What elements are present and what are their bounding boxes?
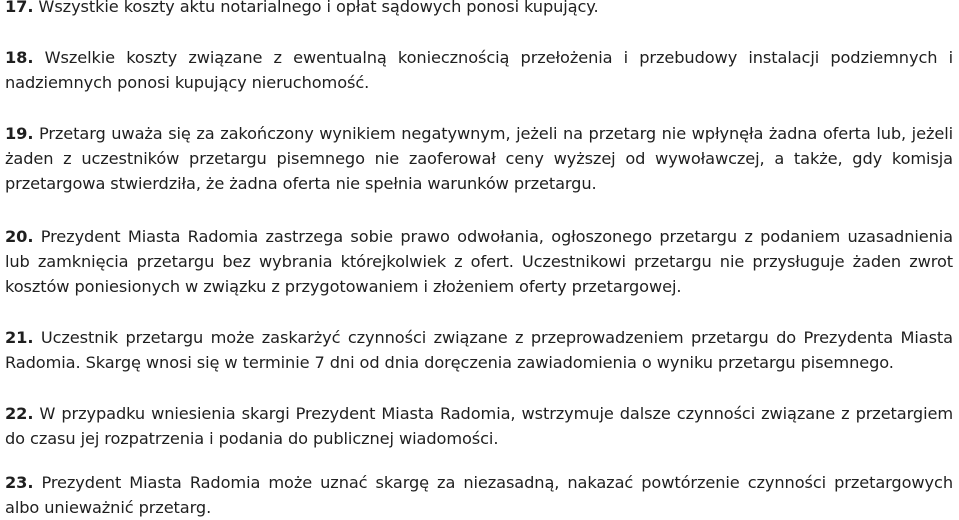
paragraph-number: 22.: [5, 404, 34, 423]
paragraph-text: Wszystkie koszty aktu notarialnego i opłat sądowych ponosi kupujący.: [33, 0, 599, 16]
paragraph-17: [5, 0, 953, 19]
paragraph-23: [5, 470, 953, 520]
paragraph-number: 17.: [5, 0, 34, 16]
paragraph-number: 21.: [5, 328, 34, 347]
paragraph-21: [5, 325, 953, 375]
paragraph-number: 18.: [5, 48, 34, 67]
paragraph-18: [5, 45, 953, 95]
paragraph-20: [5, 224, 953, 299]
paragraph-19: [5, 121, 953, 196]
paragraph-22: [5, 401, 953, 451]
paragraph-text: Przetarg uważa się za zakończony wynikiem negatywnym, jeżeli na przetarg nie wpłynęła żadna oferta lub, jeżeli żaden z uczestników przetargu pisemnego nie zaoferował ceny wyższej od wywoławczej, a także, gdy komisja przetargowa stwierdziła, że żadna oferta nie spełnia warunków przetargu.: [5, 124, 953, 193]
paragraph-number: 20.: [5, 227, 34, 246]
paragraph-text: Prezydent Miasta Radomia może uznać skargę za niezasadną, nakazać powtórzenie czynności przetargowych albo unieważnić przetarg.: [5, 473, 953, 517]
paragraph-text: Uczestnik przetargu może zaskarżyć czynności związane z przeprowadzeniem przetargu do Prezydenta Miasta Radomia. Skargę wnosi się w terminie 7 dni od dnia doręczenia zawiadomienia o wyniku przetargu pisemnego.: [5, 328, 953, 372]
paragraph-number: 19.: [5, 124, 34, 143]
paragraph-text: Prezydent Miasta Radomia zastrzega sobie prawo odwołania, ogłoszonego przetargu z podaniem uzasadnienia lub zamknięcia przetargu bez wybrania którejkolwiek z ofert. Uczestnikowi przetargu nie przysługuje żaden zwrot kosztów poniesionych w związku z przygotowaniem i złożeniem oferty przetargowej.: [5, 227, 953, 296]
paragraph-text: W przypadku wniesienia skargi Prezydent Miasta Radomia, wstrzymuje dalsze czynności związane z przetargiem do czasu jej rozpatrzenia i podania do publicznej wiadomości.: [5, 404, 953, 448]
paragraph-text: Wszelkie koszty związane z ewentualną koniecznością przełożenia i przebudowy instalacji podziemnych i nadziemnych ponosi kupujący nieruchomość.: [5, 48, 953, 92]
paragraph-number: 23.: [5, 473, 34, 492]
